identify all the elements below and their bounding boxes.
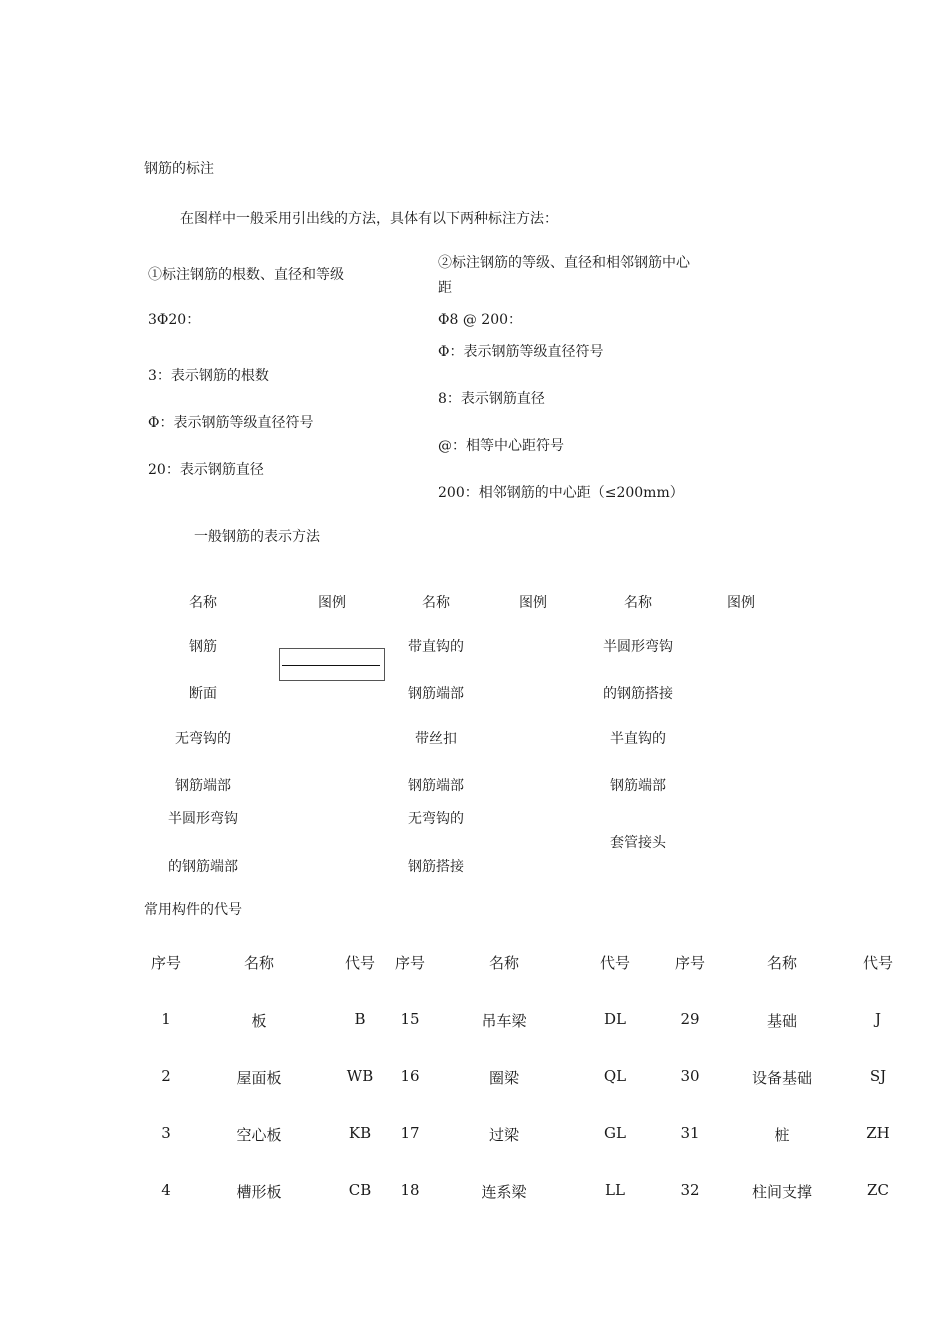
codes-cell: 过梁 (488, 1126, 520, 1144)
codes-cell: 29 (680, 1010, 700, 1028)
method2-item: Φ：表示钢筋等级直径符号 (438, 344, 604, 360)
method2-item: 200：相邻钢筋的中心距（≤200mm） (438, 485, 684, 501)
codes-cell: WB (346, 1067, 374, 1085)
legend-header: 名称 (624, 595, 652, 611)
method2-title: ②标注钢筋的等级、直径和相邻钢筋中心 (438, 255, 690, 271)
codes-header: 代号 (344, 954, 376, 972)
codes-cell: 3 (161, 1124, 171, 1142)
legend-name: 钢筋端部 (408, 686, 464, 702)
codes-cell: SJ (869, 1067, 887, 1085)
codes-header: 代号 (599, 954, 631, 972)
codes-cell: 18 (400, 1181, 420, 1199)
codes-cell: ZH (866, 1124, 890, 1142)
legend-name: 钢筋端部 (408, 778, 464, 794)
codes-cell: 31 (680, 1124, 700, 1142)
codes-header: 名称 (243, 954, 275, 972)
codes-cell: CB (348, 1181, 372, 1199)
codes-cell: 吊车梁 (481, 1012, 527, 1030)
codes-header: 序号 (150, 954, 182, 972)
method2-item: @：相等中心距符号 (438, 438, 564, 454)
codes-cell: 设备基础 (751, 1069, 813, 1087)
legend-header: 图例 (318, 595, 346, 611)
method2-title-cont: 距 (438, 280, 452, 296)
codes-title: 常用构件的代号 (144, 902, 242, 918)
legend-header: 名称 (189, 595, 217, 611)
codes-cell: 2 (161, 1067, 171, 1085)
codes-cell: 连系梁 (481, 1183, 527, 1201)
legend-name: 带直钩的 (408, 639, 464, 655)
codes-cell: 16 (400, 1067, 420, 1085)
codes-cell: ZC (867, 1181, 889, 1199)
legend-header: 图例 (519, 595, 547, 611)
legend-name: 钢筋搭接 (408, 859, 464, 875)
method1-title: ①标注钢筋的根数、直径和等级 (148, 267, 344, 283)
codes-cell: 30 (680, 1067, 700, 1085)
codes-cell: 空心板 (236, 1126, 282, 1144)
method2-example: Φ8 @ 200： (438, 312, 523, 328)
codes-cell: 17 (400, 1124, 420, 1142)
codes-cell: 槽形板 (236, 1183, 282, 1201)
codes-cell: B (354, 1010, 366, 1028)
codes-cell: GL (604, 1124, 626, 1142)
codes-cell: J (874, 1010, 882, 1028)
codes-cell: LL (605, 1181, 625, 1199)
legend-header: 名称 (422, 595, 450, 611)
legend-name: 半直钩的 (610, 731, 666, 747)
legend-name: 的钢筋搭接 (603, 686, 673, 702)
codes-cell: 桩 (774, 1126, 790, 1144)
legend-name: 套管接头 (610, 835, 666, 851)
codes-header: 名称 (488, 954, 520, 972)
legend-name: 带丝扣 (415, 731, 457, 747)
general-title: 一般钢筋的表示方法 (194, 529, 320, 545)
codes-header: 代号 (862, 954, 894, 972)
legend-name: 断面 (189, 686, 217, 702)
method1-item: 3：表示钢筋的根数 (148, 368, 269, 384)
codes-cell: 1 (161, 1010, 171, 1028)
codes-cell: DL (604, 1010, 626, 1028)
codes-cell: 柱间支撑 (751, 1183, 813, 1201)
legend-name: 无弯钩的 (408, 811, 464, 827)
legend-name: 无弯钩的 (175, 731, 231, 747)
legend-name: 半圆形弯钩 (603, 639, 673, 655)
method1-item: 20：表示钢筋直径 (148, 462, 264, 478)
legend-name: 半圆形弯钩 (168, 811, 238, 827)
legend-name: 钢筋 (189, 639, 217, 655)
codes-cell: 32 (680, 1181, 700, 1199)
legend-header: 图例 (727, 595, 755, 611)
legend-name: 钢筋端部 (175, 778, 231, 794)
legend-name: 的钢筋端部 (168, 859, 238, 875)
intro-paragraph: 在图样中一般采用引出线的方法，具体有以下两种标注方法： (180, 211, 558, 227)
method1-item: Φ：表示钢筋等级直径符号 (148, 415, 314, 431)
legend-name: 钢筋端部 (610, 778, 666, 794)
section-title: 钢筋的标注 (144, 161, 214, 177)
codes-cell: 基础 (766, 1012, 798, 1030)
codes-header: 序号 (394, 954, 426, 972)
codes-cell: 圈梁 (488, 1069, 520, 1087)
rebar-line-icon (282, 665, 380, 666)
codes-cell: 15 (400, 1010, 420, 1028)
method1-example: 3Φ20： (148, 312, 201, 328)
codes-cell: 屋面板 (236, 1069, 282, 1087)
rebar-legend-symbol (279, 648, 385, 681)
codes-cell: QL (603, 1067, 627, 1085)
codes-cell: 4 (161, 1181, 171, 1199)
codes-header: 名称 (766, 954, 798, 972)
codes-cell: KB (348, 1124, 372, 1142)
method2-item: 8：表示钢筋直径 (438, 391, 545, 407)
codes-header: 序号 (674, 954, 706, 972)
codes-cell: 板 (251, 1012, 267, 1030)
